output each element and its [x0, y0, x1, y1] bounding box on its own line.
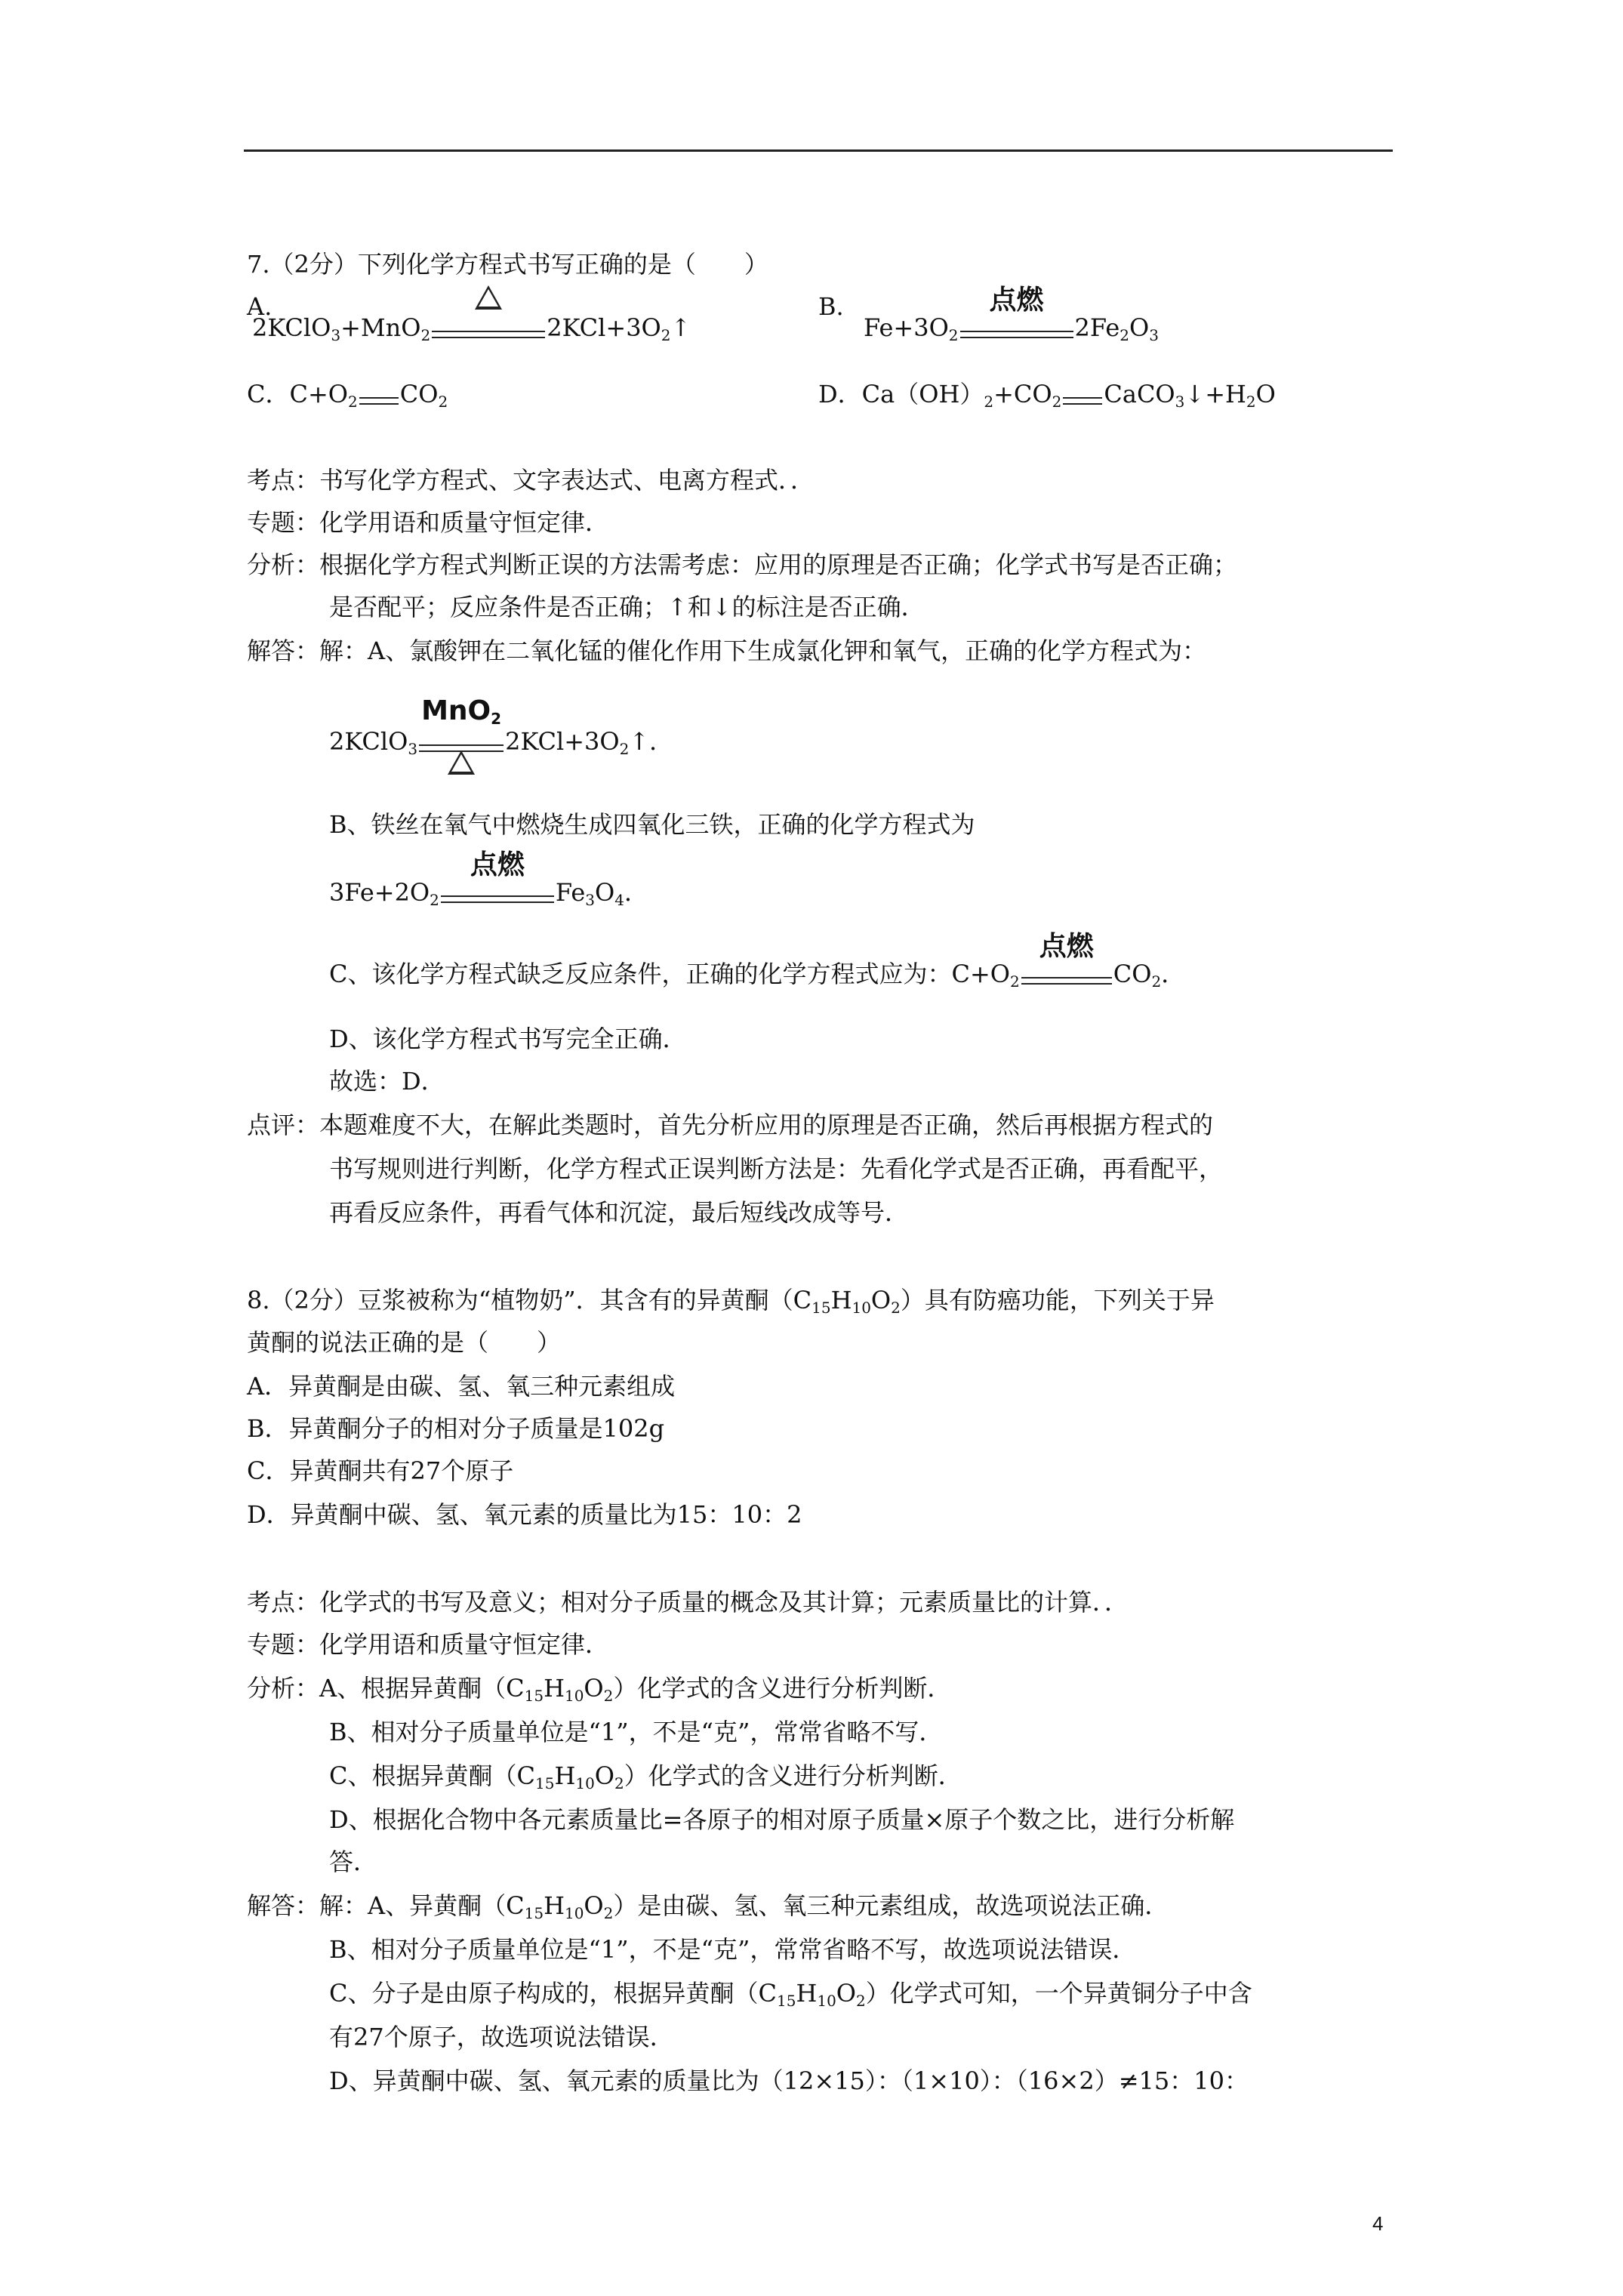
q7-jieda-b-text: B、铁丝在氧气中燃烧生成四氧化三铁，正确的化学方程式为	[329, 810, 975, 839]
q8-jieda-b: B、相对分子质量单位是“1”，不是“克”，常常省略不写，故选项说法错误．	[329, 1935, 1137, 1964]
q7-jieda-d: D、该化学方程式书写完全正确．	[329, 1025, 687, 1053]
q8-fenxi-a: 分析：A、根据异黄酮$(C_{15}H_{10}O_2)$化学式的含义进行分析判断．	[247, 1674, 952, 1705]
page-number: 4	[1372, 2212, 1384, 2235]
q8-fenxi-b: B、相对分子质量单位是“1”，不是“克”，常常省略不写．	[329, 1718, 944, 1746]
q8-option-c: C．异黄酮共有27个原子	[247, 1456, 514, 1485]
q8-option-a: A．异黄酮是由碳、氢、氧三种元素组成	[247, 1372, 676, 1401]
q7-jieda-line1: 解答：解：A、氯酸钾在二氧化锰的催化作用下生成氯化钾和氧气，正确的化学方程式为：	[247, 636, 1207, 665]
q7-fenxi-line1: 分析：根据化学方程式判断正误的方法需考虑：应用的原理是否正确；化学式书写是否正确；	[247, 550, 1238, 579]
q7-jieda-eq-a: 2KClO$_3$ MnO$_2$ $2KCl+3O_2↑$．	[329, 725, 673, 758]
q7-kaodian: 考点：书写化学方程式、文字表达式、电离方程式．．	[247, 466, 815, 495]
q8-zhuanti: 专题：化学用语和质量守恒定律．	[247, 1630, 610, 1659]
q7-option-a-equation: 2KClO$_3$+MnO$_2$ $2KCl+3O_2↑$	[252, 311, 691, 344]
header-rule	[244, 149, 1393, 152]
q7-stem: 7.（2分）下列化学方程式书写正确的是（ ）	[247, 250, 768, 279]
q7-guxuan: 故选：D．	[329, 1067, 445, 1096]
q8-fenxi-d-line1: D、根据化合物中各元素质量比=各原子的相对原子质量×原子个数之比，进行分析解	[329, 1805, 1235, 1834]
q7-option-a-label: A.	[247, 292, 273, 321]
q7-zhuanti: 专题：化学用语和质量守恒定律．	[247, 508, 610, 537]
q8-jieda-c-line2: 有27个原子，故选项说法错误．	[329, 2023, 674, 2051]
q7-option-b-equation: $Fe+3O_2$ 点燃 $2Fe_2O_3$	[864, 285, 1159, 344]
q7-option-b-label: B.	[818, 292, 844, 321]
q8-option-b: B．异黄酮分子的相对分子质量是102g	[247, 1414, 665, 1443]
q7-option-c: C．$C+O_2$ $CO_2$	[247, 380, 448, 411]
q7-option-d: D．$Ca(OH)_2+CO_2$ $CaCO_3↓+H_2O$	[818, 380, 1276, 411]
q8-jieda-c-line1: C、分子是由原子构成的，根据异黄酮$(C_{15}H_{10}O_2)$化学式可知，一个异黄铜分子中含	[329, 1979, 1252, 2010]
q7-jieda-c: C、该化学方程式缺乏反应条件，正确的化学方程式应为：$C+O_2$ 点燃 $CO_2$．	[329, 931, 1186, 991]
q8-fenxi-c: C、根据异黄酮$(C_{15}H_{10}O_2)$化学式的含义进行分析判断．	[329, 1761, 962, 1792]
q7-jieda-eq-b: $3Fe+2O_2$ 点燃 $Fe_3O_4$．	[329, 849, 648, 909]
q8-jieda-d: D、异黄酮中碳、氢、氧元素的质量比为（12×15）：（1×10）：（16×2）≠15：10：	[329, 2066, 1249, 2095]
q8-jieda-a: 解答：解：A、异黄酮$(C_{15}H_{10}O_2)$是由碳、氢、氧三种元素组成，故选项说法正确．	[247, 1891, 1169, 1922]
heat-triangle-icon	[475, 285, 502, 310]
q7-dianping-line2: 书写规则进行判断，化学方程式正误判断方法是：先看化学式是否正确，再看配平，	[329, 1154, 1224, 1183]
q7-dianping-line3: 再看反应条件，再看气体和沉淀，最后短线改成等号．	[329, 1198, 910, 1227]
q8-stem-line2: 黄酮的说法正确的是（ ）	[247, 1328, 562, 1357]
q8-option-d: D．异黄酮中碳、氢、氧元素的质量比为15：10：2	[247, 1500, 802, 1529]
q8-fenxi-d-line2: 答．	[329, 1848, 378, 1876]
q8-stem-line1: 8.（2分）豆浆被称为“植物奶”．其含有的异黄酮$(C_{15}H_{10}O_2)$具有防癌功能，下列关于异	[247, 1286, 1215, 1317]
heat-triangle-icon	[448, 750, 475, 775]
q7-dianping-line1: 点评：本题难度不大，在解此类题时，首先分析应用的原理是否正确，然后再根据方程式的	[247, 1111, 1214, 1139]
q8-kaodian: 考点：化学式的书写及意义；相对分子质量的概念及其计算；元素质量比的计算．．	[247, 1588, 1129, 1616]
q7-fenxi-line2: 是否配平；反应条件是否正确；↑和↓的标注是否正确．	[329, 593, 925, 621]
equals-with-heat	[432, 311, 545, 344]
